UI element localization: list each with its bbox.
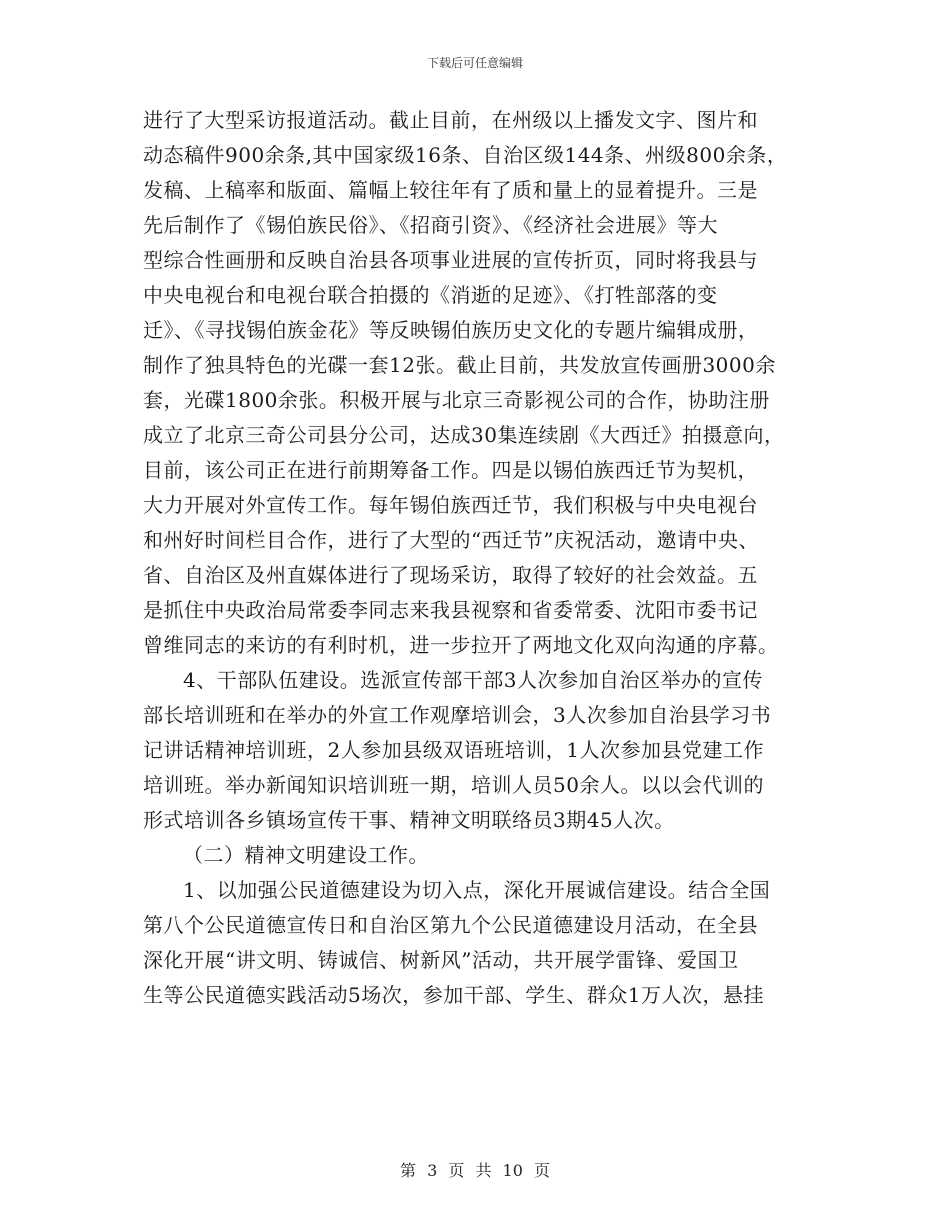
text-line: 先后制作了《锡伯族民俗》、《招商引资》、《经济社会进展》等大 xyxy=(143,213,718,237)
text-line: 目前，该公司正在进行前期筹备工作。四是以锡伯族西迁节为契机， xyxy=(143,458,758,482)
text-line: 1、以加强公民道德建设为切入点，深化开展诚信建设。结合全国 xyxy=(183,878,771,902)
text-line: 成立了北京三奇公司县分公司，达成30集连续剧《大西迁》拍摄意向， xyxy=(143,423,785,447)
text-line: 型综合性画册和反映自治县各项事业进展的宣传折页，同时将我县与 xyxy=(143,248,758,272)
text-line: 曾维同志的来访的有利时机，进一步拉开了两地文化双向沟通的序幕。 xyxy=(143,633,779,657)
text-line: 形式培训各乡镇场宣传干事、精神文明联络员3期45人次。 xyxy=(143,808,675,832)
page-header: 下载后可任意编辑 xyxy=(426,56,523,70)
text-line: 制作了独具特色的光碟一套12张。截止目前，共发放宣传画册3000余 xyxy=(143,353,776,377)
text-line: 是抓住中央政治局常委李同志来我县视察和省委常委、沈阳市委书记 xyxy=(143,598,758,622)
text-line: 发稿、上稿率和版面、篇幅上较往年有了质和量上的显着提升。三是 xyxy=(143,178,758,202)
text-line: （二）精神文明建设工作。 xyxy=(183,843,429,867)
text-line: 4、干部队伍建设。选派宣传部干部3人次参加自治区举办的宣传 xyxy=(183,668,763,692)
text-line: 第八个公民道德宣传日和自治区第九个公民道德建设月活动，在全县 xyxy=(143,913,758,937)
text-line: 和州好时间栏目合作，进行了大型的“西迁节”庆祝活动，邀请中央、 xyxy=(143,528,759,552)
text-line: 培训班。举办新闻知识培训班一期，培训人员50余人。以以会代训的 xyxy=(143,773,764,797)
text-line: 动态稿件900余条,其中国家级16条、自治区级144条、州级800余条， xyxy=(143,143,788,167)
text-line: 部长培训班和在举办的外宣工作观摩培训会，3人次参加自治县学习书 xyxy=(143,703,772,727)
text-line: 省、自治区及州直媒体进行了现场采访，取得了较好的社会效益。五 xyxy=(143,563,758,587)
document-body xyxy=(143,103,818,1013)
text-line: 大力开展对外宣传工作。每年锡伯族西迁节，我们积极与中央电视台 xyxy=(143,493,758,517)
text-line: 套，光碟1800余张。积极开展与北京三奇影视公司的合作，协助注册 xyxy=(143,388,770,412)
text-line: 深化开展“讲文明、铸诚信、树新风”活动，共开展学雷锋、爱国卫 xyxy=(143,948,739,972)
text-line: 生等公民道德实践活动5场次，参加干部、学生、群众1万人次，悬挂 xyxy=(143,983,764,1007)
page-footer: 第 3 页 共 10 页 xyxy=(400,1161,550,1180)
text-line: 进行了大型采访报道活动。截止目前，在州级以上播发文字、图片和 xyxy=(143,108,758,132)
text-line: 记讲话精神培训班，2人参加县级双语班培训，1人次参加县党建工作 xyxy=(143,738,764,762)
text-line: 迁》、《寻找锡伯族金花》等反映锡伯族历史文化的专题片编辑成册， xyxy=(143,318,759,342)
text-line: 中央电视台和电视台联合拍摄的《消逝的足迹》、《打牲部落的变 xyxy=(143,283,718,307)
